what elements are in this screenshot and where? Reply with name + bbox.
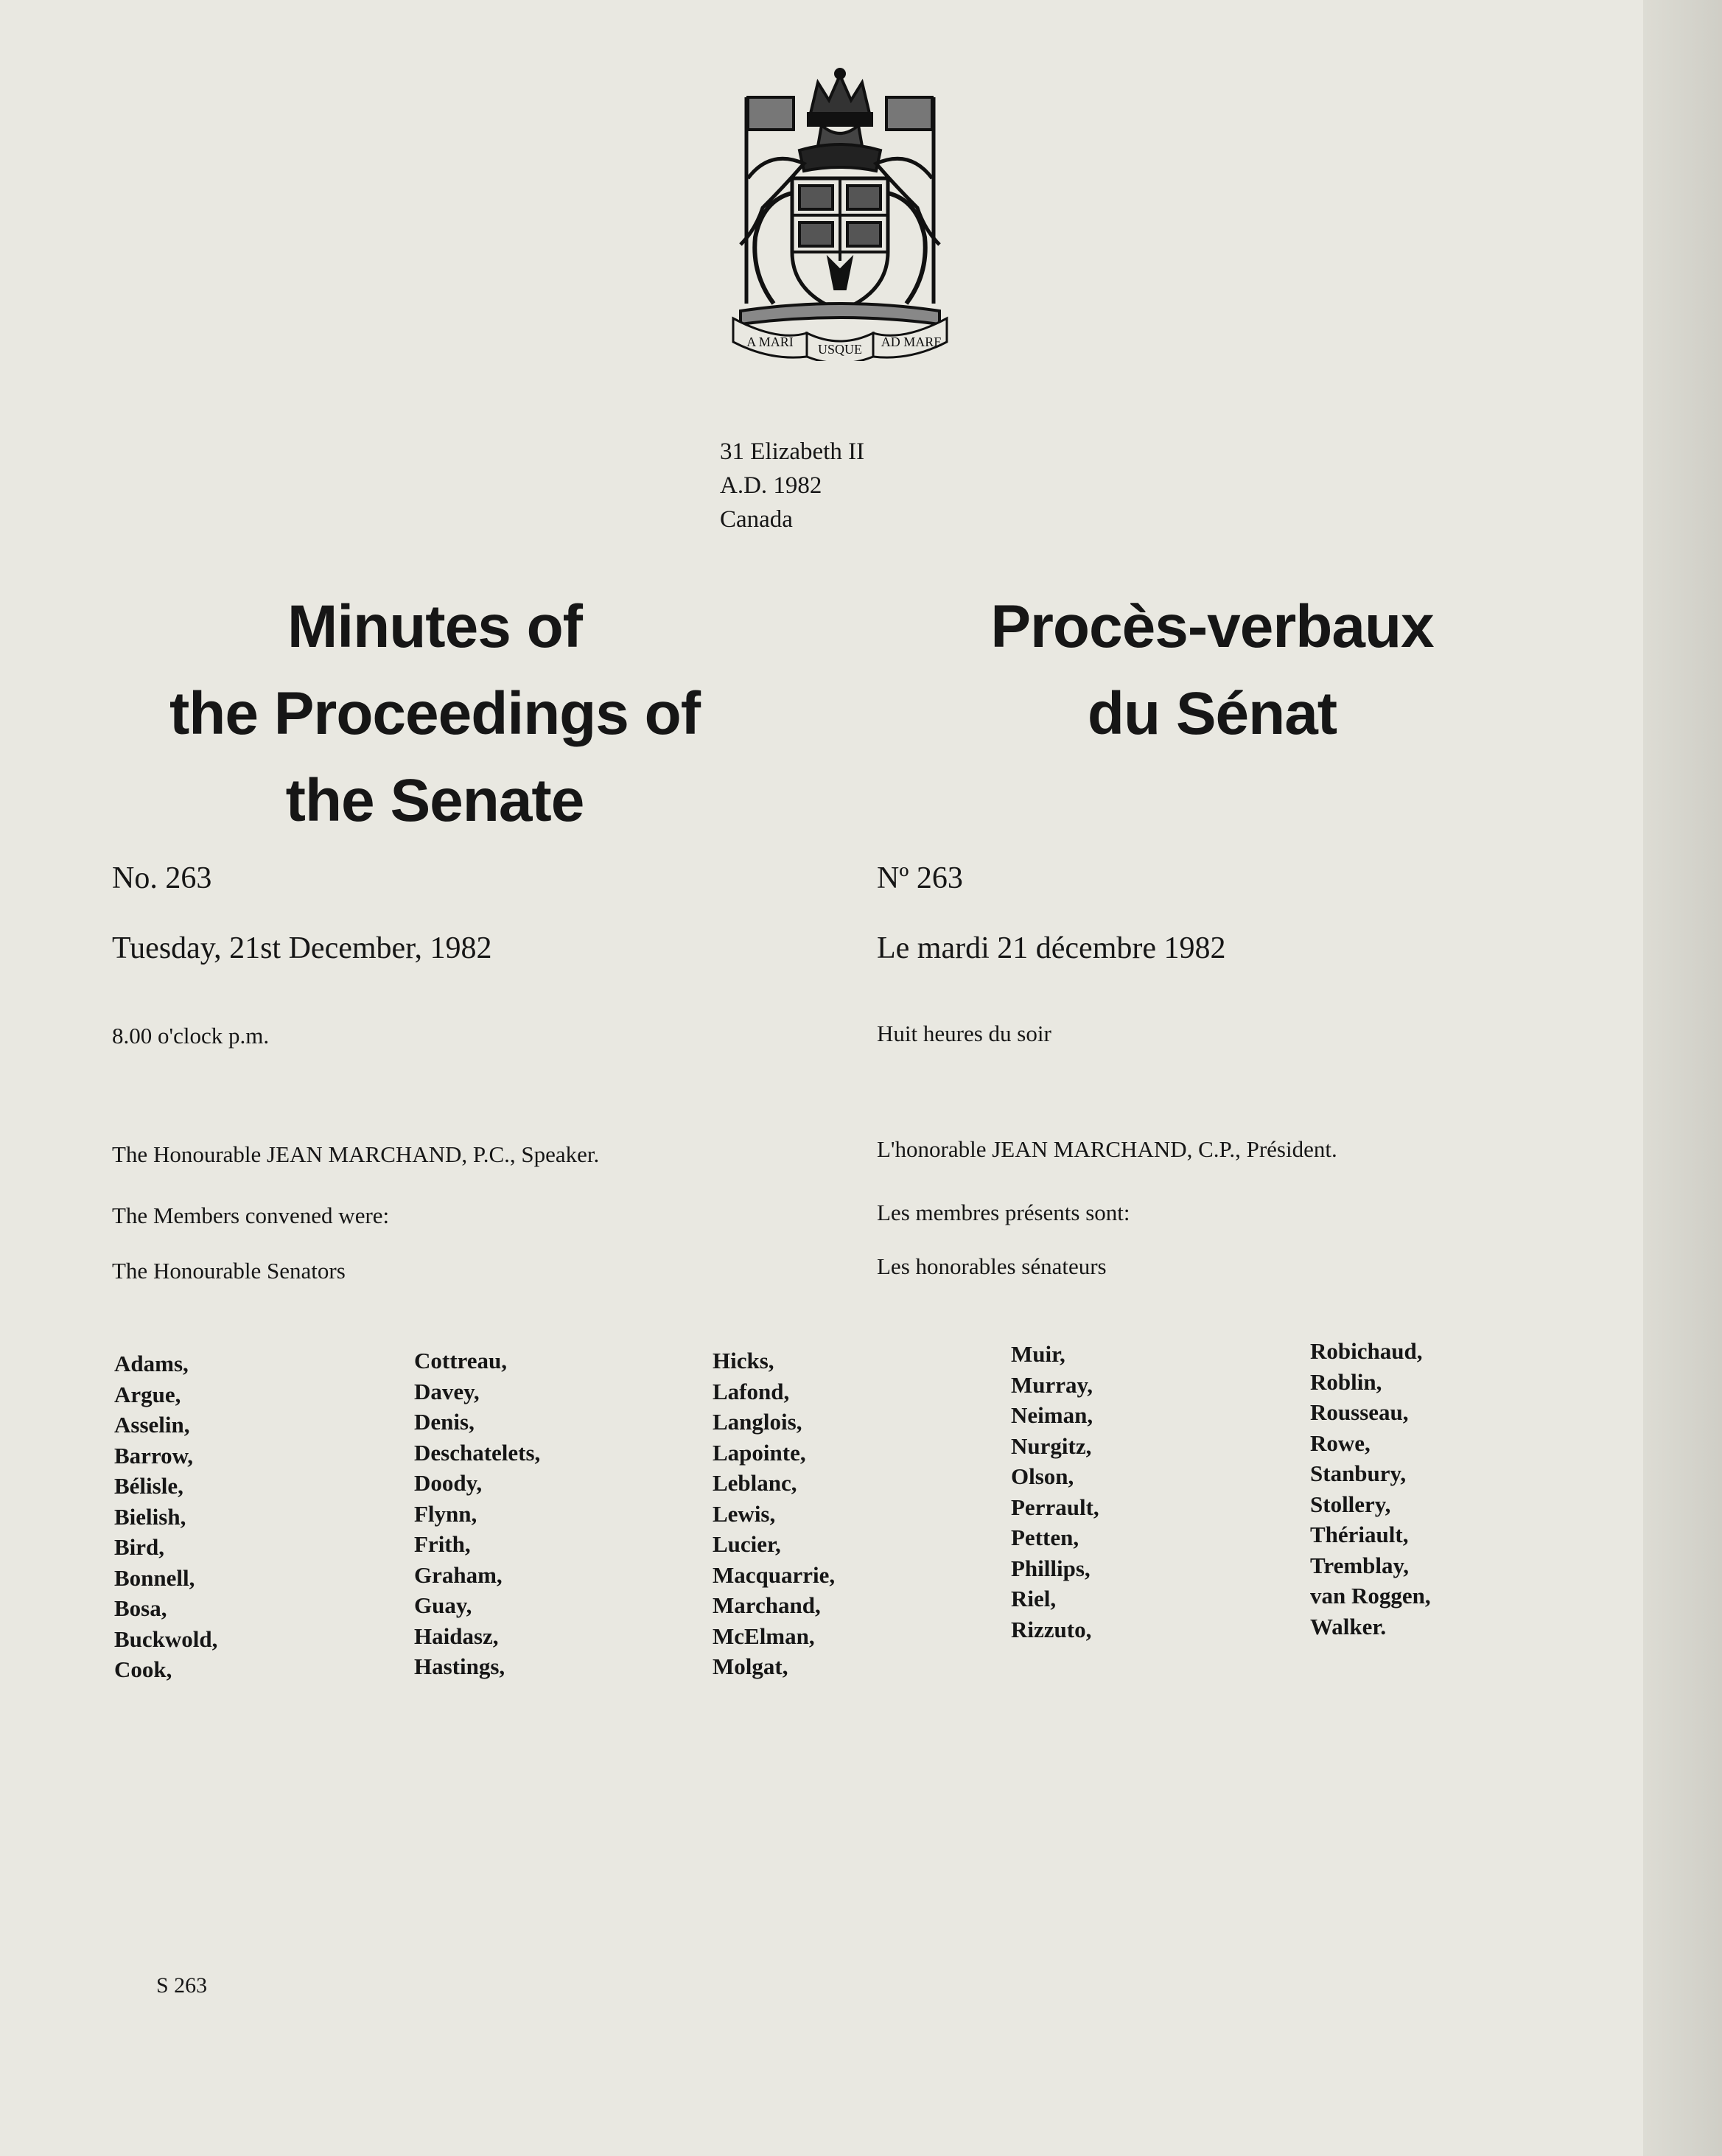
senator-name: Asselin, [114, 1412, 190, 1438]
senator-name: Adams, [114, 1351, 189, 1376]
senator-name: Riel, [1011, 1586, 1057, 1611]
senator-name: Muir, [1011, 1341, 1065, 1367]
senator-name: Lucier, [713, 1531, 781, 1557]
senator-name: Hastings, [414, 1653, 505, 1679]
regnal-line-3: Canada [720, 506, 793, 533]
senator-name: Leblanc, [713, 1470, 797, 1496]
regnal-line-1: 31 Elizabeth II [720, 438, 865, 465]
senator-name: Nurgitz, [1011, 1432, 1092, 1459]
senator-name: Bird, [114, 1534, 165, 1560]
senators-column-3 [713, 1345, 835, 1682]
french-date: Le mardi 21 décembre 1982 [877, 931, 1226, 965]
senator-name: Lafond, [713, 1378, 790, 1404]
french-members-intro: Les membres présents sont: [877, 1200, 1130, 1225]
senator-name: Walker. [1310, 1613, 1387, 1639]
senator-name: van Roggen, [1310, 1583, 1431, 1609]
senator-name: Deschatelets, [414, 1439, 541, 1466]
senator-name: Flynn, [414, 1500, 477, 1527]
french-speaker: L'honorable JEAN MARCHAND, C.P., Président. [877, 1136, 1337, 1162]
regnal-line-2: A.D. 1982 [720, 472, 822, 499]
french-senators-heading: Les honorables sénateurs [877, 1253, 1107, 1279]
senators-column-4 [1011, 1339, 1099, 1645]
coat-of-arms-of-canada-icon [718, 68, 962, 361]
senator-name: Cook, [114, 1656, 172, 1682]
english-title-line-1: Minutes of [287, 593, 582, 660]
motto-right-text: AD MARE [881, 335, 942, 349]
senator-name: Neiman, [1011, 1402, 1093, 1428]
page-code: S 263 [156, 1973, 208, 1998]
senator-name: Haidasz, [414, 1623, 499, 1649]
french-title [899, 584, 1525, 757]
french-time: Huit heures du soir [877, 1021, 1051, 1046]
senator-name: Petten, [1011, 1525, 1079, 1550]
senator-name: Guay, [414, 1592, 472, 1618]
senator-name: Thériault, [1310, 1522, 1409, 1547]
senator-name: Buckwold, [114, 1625, 218, 1652]
senator-name: Roblin, [1310, 1368, 1382, 1395]
senator-name: Bonnell, [114, 1564, 195, 1591]
regnal-year-block [720, 435, 864, 536]
english-senators-heading: The Honourable Senators [112, 1258, 346, 1284]
english-date: Tuesday, 21st December, 1982 [112, 931, 492, 965]
senator-name: McElman, [713, 1623, 815, 1649]
senator-name: Argue, [114, 1381, 181, 1407]
page-edge [1643, 0, 1722, 2156]
senator-name: Bielish, [114, 1503, 186, 1530]
senator-name: Bosa, [114, 1595, 167, 1621]
senator-name: Stanbury, [1310, 1460, 1407, 1486]
senators-column-5 [1310, 1336, 1431, 1642]
senator-name: Robichaud, [1310, 1338, 1423, 1364]
english-speaker: The Honourable JEAN MARCHAND, P.C., Speaker. [112, 1141, 600, 1167]
senator-name: Rizzuto, [1011, 1616, 1092, 1642]
senator-name: Rowe, [1310, 1429, 1371, 1456]
senator-name: Marchand, [713, 1592, 821, 1618]
french-title-line-2: du Sénat [1087, 680, 1337, 747]
senator-name: Macquarrie, [713, 1561, 836, 1588]
french-number: Nº 263 [877, 861, 963, 895]
senator-name: Molgat, [713, 1653, 788, 1679]
senator-name: Graham, [414, 1561, 503, 1588]
senator-name: Lapointe, [713, 1439, 806, 1466]
senator-name: Stollery, [1310, 1491, 1391, 1517]
senator-name: Davey, [414, 1378, 480, 1404]
senators-column-1 [114, 1348, 217, 1685]
english-time: 8.00 o'clock p.m. [112, 1023, 270, 1049]
senator-name: Olson, [1011, 1463, 1074, 1489]
senator-name: Hicks, [713, 1348, 774, 1373]
senator-name: Cottreau, [414, 1348, 507, 1373]
senator-name: Barrow, [114, 1442, 194, 1469]
english-members-intro: The Members convened were: [112, 1203, 390, 1228]
senator-name: Langlois, [713, 1409, 802, 1435]
motto-center-text: USQUE [817, 342, 863, 357]
senator-name: Bélisle, [114, 1473, 183, 1499]
senator-name: Phillips, [1011, 1555, 1091, 1581]
senator-name: Tremblay, [1310, 1552, 1410, 1578]
senator-name: Denis, [414, 1409, 475, 1435]
senator-name: Murray, [1011, 1371, 1093, 1398]
senator-name: Rousseau, [1310, 1399, 1409, 1425]
french-title-line-1: Procès-verbaux [990, 593, 1434, 660]
senator-name: Doody, [414, 1470, 483, 1496]
english-title-line-3: the Senate [285, 767, 584, 834]
english-number: No. 263 [112, 861, 212, 895]
senator-name: Perrault, [1011, 1494, 1099, 1520]
senators-column-2 [414, 1345, 540, 1682]
senator-name: Frith, [414, 1531, 471, 1557]
english-title [133, 584, 737, 844]
senator-name: Lewis, [713, 1500, 776, 1527]
motto-left-text: A MARI [746, 335, 794, 349]
english-title-line-2: the Proceedings of [169, 680, 701, 747]
